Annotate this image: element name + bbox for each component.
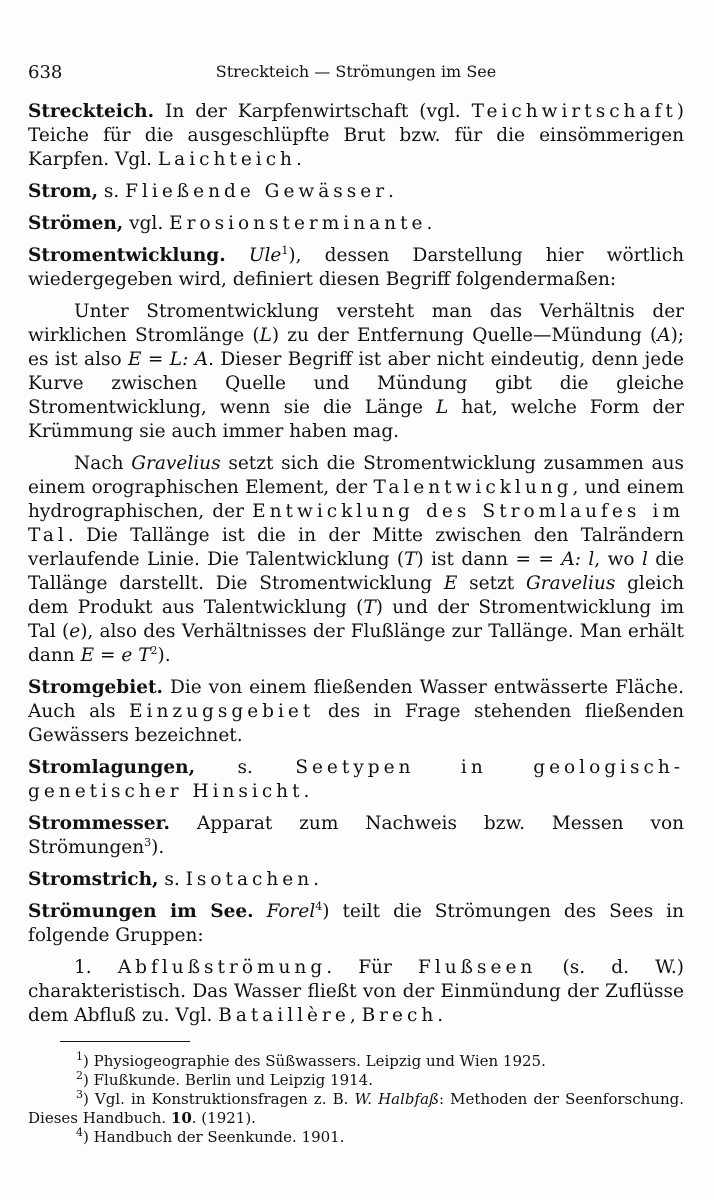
footnote bbox=[28, 1090, 684, 1128]
paragraph-text: ). bbox=[157, 645, 171, 666]
entry-stromlagungen bbox=[28, 756, 684, 804]
math-formula: E = e T bbox=[80, 645, 151, 666]
spaced-term: Entwicklung des Stromlaufes im Tal bbox=[28, 501, 684, 546]
paragraph-text: . Die Tallänge ist die in der Mitte zwischen den Talrändern verlaufende Linie. Die Talentwicklung ( bbox=[28, 525, 684, 570]
math-exponent: 2 bbox=[150, 643, 158, 657]
spaced-term: Erosionsterminante bbox=[169, 213, 427, 234]
list-text: , bbox=[349, 1005, 362, 1026]
paragraph-definition bbox=[28, 300, 684, 444]
entry-head: Streckteich. bbox=[28, 101, 155, 122]
entry-head: Strom, bbox=[28, 181, 99, 202]
math-formula: E = L: A bbox=[128, 349, 209, 370]
entry-stromstrich bbox=[28, 868, 684, 892]
entry-text: . bbox=[303, 781, 310, 802]
paragraph-text: ) und der Stromentwicklung im Tal ( bbox=[28, 597, 684, 642]
entry-text: . bbox=[313, 869, 320, 890]
spaced-term: Fließende Gewässer bbox=[125, 181, 389, 202]
entry-text: ) Teiche für die ausgeschlüpfte Brut bzw. für die einsömmerigen Karpfen. Vgl. bbox=[28, 101, 684, 170]
paragraph-text: die Tallänge darstellt. Die Stromentwicklung bbox=[28, 549, 685, 594]
list-text: 1. bbox=[74, 957, 118, 978]
entry-head: Strommesser. bbox=[28, 813, 171, 834]
footnote-volume: 10 bbox=[170, 1109, 192, 1127]
page-number: 638 bbox=[28, 62, 63, 83]
entry-text: Die von einem fließenden Wasser entwässerte Fläche. Auch als bbox=[28, 677, 684, 722]
entry-text: s. bbox=[158, 869, 186, 890]
footnote-number: 2 bbox=[76, 1069, 83, 1082]
paragraph-text: ) ist dann = = bbox=[416, 549, 562, 570]
footnote-text: ) Physiogeographie des Süßwassers. Leipzig und Wien 1925. bbox=[83, 1052, 546, 1070]
entry-text bbox=[254, 901, 267, 922]
list-text: (s. d. W.) charakteristisch. Das Wasser fließt von der Einmündung der Zuflüsse dem Abfluß zu. Vgl. bbox=[28, 957, 684, 1026]
entry-text: ), dessen Darstellung hier wörtlich wiedergegeben wird, definiert diesen Begriff folgendermaßen: bbox=[28, 245, 684, 290]
entry-strommesser bbox=[28, 812, 684, 860]
footnote-ref: 1 bbox=[281, 243, 289, 257]
math-symbol: L bbox=[436, 397, 449, 418]
entry-head: Stromentwicklung. bbox=[28, 245, 226, 266]
spaced-term: Talentwicklung bbox=[373, 477, 573, 498]
footnote-ref: 4 bbox=[315, 899, 323, 913]
footnote-text: ) Flußkunde. Berlin und Leipzig 1914. bbox=[83, 1071, 373, 1089]
author-name: Forel bbox=[266, 901, 316, 922]
entry-text: s. bbox=[195, 757, 296, 778]
footnotes bbox=[28, 1052, 684, 1147]
footnote-number: 1 bbox=[76, 1050, 83, 1063]
math-symbol: L bbox=[259, 325, 272, 346]
paragraph-text: ) zu der Entfernung Quelle—Mündung ( bbox=[271, 325, 658, 346]
entry-text: ). bbox=[151, 837, 165, 858]
spaced-term: Laichteich bbox=[157, 149, 296, 170]
page-body bbox=[28, 100, 684, 1036]
footnote bbox=[28, 1071, 684, 1090]
math-symbol: l bbox=[641, 549, 648, 570]
entry-text: . bbox=[388, 181, 394, 202]
spaced-term: Seetypen in geologisch-genetischer Hinsicht bbox=[28, 757, 684, 802]
footnote-author: W. Halbfaß bbox=[354, 1090, 440, 1108]
paragraph-text: Nach bbox=[74, 453, 132, 474]
paragraph-gravelius bbox=[28, 452, 684, 668]
running-title: Streckteich — Strömungen im See bbox=[215, 62, 497, 81]
entry-head: Strömen, bbox=[28, 213, 124, 234]
footnote bbox=[28, 1128, 684, 1147]
spaced-term: Teichwirtschaft bbox=[471, 101, 677, 122]
math-formula: A: l bbox=[561, 549, 595, 570]
author-name: Ule bbox=[248, 245, 282, 266]
spaced-term: Flußseen bbox=[417, 957, 537, 978]
spaced-term: Bataillère bbox=[218, 1005, 350, 1026]
entry-head: Strömungen im See. bbox=[28, 901, 254, 922]
entry-head: Stromgebiet. bbox=[28, 677, 163, 698]
list-text: . Für bbox=[326, 957, 418, 978]
footnote bbox=[28, 1052, 684, 1071]
spaced-term: Abflußströmung bbox=[117, 957, 327, 978]
footnote-text: . (1921). bbox=[191, 1109, 256, 1127]
paragraph-text: , wo bbox=[594, 549, 642, 570]
entry-text bbox=[226, 245, 249, 266]
entry-streckteich bbox=[28, 100, 684, 172]
entry-text: . bbox=[295, 149, 302, 170]
list-text: . bbox=[437, 1005, 444, 1026]
math-symbol: E bbox=[443, 573, 458, 594]
author-name: Gravelius bbox=[131, 453, 221, 474]
footnote-text: ) Vgl. in Konstruktionsfragen z. B. bbox=[83, 1090, 355, 1108]
entry-head: Stromstrich, bbox=[28, 869, 159, 890]
entry-text: des in Frage stehenden fließenden Gewässers bezeichnet. bbox=[28, 701, 684, 746]
paragraph-text: Unter Stromentwicklung versteht man das Verhältnis der wirklichen Stromlänge ( bbox=[28, 301, 684, 346]
paragraph-text: setzt bbox=[457, 573, 527, 594]
list-item-abflussstroemung bbox=[28, 956, 684, 1028]
entry-text: Apparat zum Nachweis bzw. Messen von Strömungen bbox=[28, 813, 684, 858]
paragraph-text: gleich dem Produkt aus Talentwicklung ( bbox=[28, 573, 684, 618]
footnote-number: 3 bbox=[76, 1088, 83, 1101]
math-symbol: T bbox=[363, 597, 376, 618]
footnote-divider bbox=[60, 1041, 190, 1042]
paragraph-text: , und einem hydrographischen, der bbox=[28, 477, 684, 522]
entry-stroemen bbox=[28, 212, 684, 236]
entry-strom bbox=[28, 180, 684, 204]
entry-text: In der Karpfenwirtschaft (vgl. bbox=[154, 101, 472, 122]
math-symbol: e bbox=[69, 621, 81, 642]
spaced-term: Brech bbox=[361, 1005, 438, 1026]
page-header bbox=[28, 62, 684, 86]
entry-text: ) teilt die Strömungen des Sees in folgende Gruppen: bbox=[28, 901, 684, 946]
footnote-text: ) Handbuch der Seenkunde. 1901. bbox=[83, 1128, 345, 1146]
spaced-term: Isotachen bbox=[185, 869, 314, 890]
footnote-ref: 3 bbox=[144, 835, 152, 849]
paragraph-text: . Dieser Begriff ist aber nicht eindeutig, denn jede Kurve zwischen Quelle und Mündung gibt die gleiche Stromentwicklung, wenn sie die Länge bbox=[28, 349, 685, 418]
entry-stroemungen bbox=[28, 900, 684, 948]
math-symbol: T bbox=[404, 549, 417, 570]
footnote-number: 4 bbox=[76, 1126, 83, 1139]
math-symbol: A bbox=[657, 325, 671, 346]
entry-stromentwicklung bbox=[28, 244, 684, 292]
entry-text: . bbox=[426, 213, 433, 234]
entry-head: Stromlagungen, bbox=[28, 757, 196, 778]
paragraph-text: ), also des Verhältnisses der Flußlänge zur Tallänge. Man erhält dann bbox=[28, 621, 684, 666]
entry-text: vgl. bbox=[123, 213, 170, 234]
paragraph-text: hat, welche Form der Krümmung sie auch immer haben mag. bbox=[28, 397, 684, 442]
entry-stromgebiet bbox=[28, 676, 684, 748]
footnote-text: : Methoden der Seenforschung. Dieses Handbuch. bbox=[28, 1090, 684, 1127]
author-name: Gravelius bbox=[526, 573, 616, 594]
paragraph-text: ); es ist also bbox=[28, 325, 685, 370]
entry-text: s. bbox=[98, 181, 126, 202]
paragraph-text: setzt sich die Stromentwicklung zusammen aus einem orographischen Element, der bbox=[28, 453, 685, 498]
spaced-term: Einzugsgebiet bbox=[129, 701, 315, 722]
